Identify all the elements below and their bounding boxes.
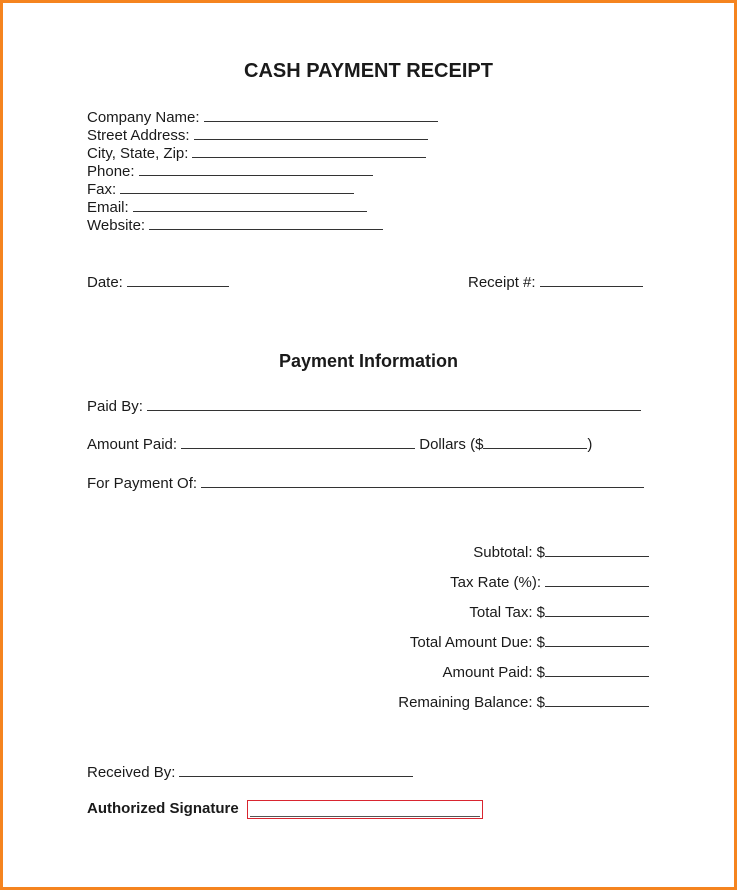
- amount-paid-total-label: Amount Paid: $: [442, 664, 545, 681]
- dollars-close-paren: ): [587, 436, 593, 453]
- website-label: Website:: [87, 217, 146, 234]
- receipt-number-field[interactable]: [468, 272, 643, 292]
- street-address-label: Street Address:: [87, 127, 190, 144]
- subtotal-label: Subtotal: $: [473, 544, 545, 561]
- subtotal-field[interactable]: [473, 542, 649, 562]
- receipt-number-label: Receipt #:: [468, 274, 536, 291]
- website-line[interactable]: [149, 215, 383, 230]
- company-name-field[interactable]: [87, 107, 438, 127]
- street-address-line[interactable]: [194, 125, 428, 140]
- total-tax-field[interactable]: [469, 602, 649, 622]
- tax-rate-label: Tax Rate (%):: [450, 574, 541, 591]
- received-by-label: Received By:: [87, 764, 176, 781]
- date-field[interactable]: [87, 272, 229, 292]
- company-name-line[interactable]: [204, 107, 438, 122]
- website-field[interactable]: [87, 215, 383, 235]
- remaining-balance-label: Remaining Balance: $: [398, 694, 545, 711]
- amount-paid-total-field[interactable]: [442, 662, 649, 682]
- authorized-signature-field[interactable]: [247, 800, 483, 819]
- city-state-zip-label: City, State, Zip:: [87, 145, 189, 162]
- amount-paid-words-line[interactable]: [181, 434, 415, 449]
- city-state-zip-field[interactable]: [87, 143, 426, 163]
- total-tax-line[interactable]: [545, 602, 649, 617]
- phone-field[interactable]: [87, 161, 373, 181]
- street-address-field[interactable]: [87, 125, 428, 145]
- for-payment-of-field[interactable]: [87, 473, 644, 493]
- for-payment-of-label: For Payment Of:: [87, 475, 198, 492]
- tax-rate-field[interactable]: [450, 572, 649, 592]
- received-by-line[interactable]: [179, 762, 413, 777]
- dollars-label: Dollars ($: [419, 436, 484, 453]
- phone-line[interactable]: [139, 161, 373, 176]
- amount-paid-dollars-line[interactable]: [483, 434, 587, 449]
- authorized-signature-line: [250, 815, 480, 817]
- total-amount-due-line[interactable]: [545, 632, 649, 647]
- date-line[interactable]: [127, 272, 229, 287]
- email-line[interactable]: [133, 197, 367, 212]
- paid-by-label: Paid By:: [87, 398, 143, 415]
- paid-by-line[interactable]: [147, 396, 641, 411]
- fax-label: Fax:: [87, 181, 117, 198]
- city-state-zip-line[interactable]: [192, 143, 426, 158]
- authorized-signature-label: Authorized Signature: [87, 800, 239, 817]
- amount-paid-label: Amount Paid:: [87, 436, 178, 453]
- fax-line[interactable]: [120, 179, 354, 194]
- email-label: Email:: [87, 199, 129, 216]
- received-by-field[interactable]: [87, 762, 413, 782]
- fax-field[interactable]: [87, 179, 354, 199]
- date-label: Date:: [87, 274, 123, 291]
- amount-paid-total-line[interactable]: [545, 662, 649, 677]
- tax-rate-line[interactable]: [545, 572, 649, 587]
- total-amount-due-field[interactable]: [410, 632, 649, 652]
- amount-paid-field[interactable]: [87, 434, 592, 454]
- total-amount-due-label: Total Amount Due: $: [409, 634, 545, 651]
- remaining-balance-line[interactable]: [545, 692, 649, 707]
- document-title: CASH PAYMENT RECEIPT: [244, 60, 493, 82]
- company-name-label: Company Name:: [87, 109, 200, 126]
- total-tax-label: Total Tax: $: [469, 604, 545, 621]
- receipt-number-line[interactable]: [540, 272, 643, 287]
- section-title-payment-information: Payment Information: [278, 351, 459, 371]
- phone-label: Phone:: [87, 163, 135, 180]
- subtotal-line[interactable]: [545, 542, 649, 557]
- email-field[interactable]: [87, 197, 367, 217]
- remaining-balance-field[interactable]: [398, 692, 649, 712]
- paid-by-field[interactable]: [87, 396, 641, 416]
- for-payment-of-line[interactable]: [201, 473, 644, 488]
